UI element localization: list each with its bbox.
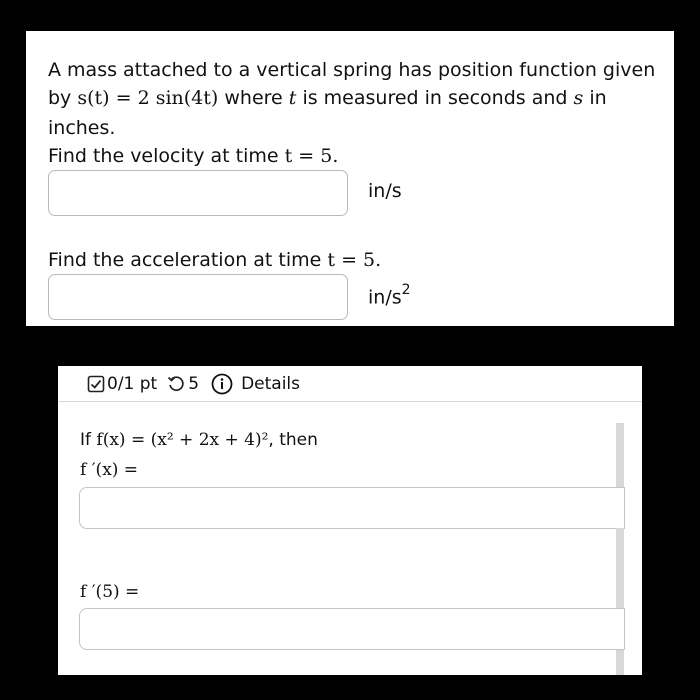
text-span: A mass attached to a vertical spring has position function given (48, 59, 656, 81)
text-span: in (589, 87, 607, 109)
text-span: If (80, 430, 91, 450)
retry-icon[interactable] (157, 375, 185, 393)
text-span: is measured in seconds and (302, 87, 568, 109)
velocity-prompt (48, 142, 338, 170)
position-function: s(t) = 2 sin(4t) (77, 87, 219, 109)
question-panel-spring (26, 31, 674, 326)
text-span: by (48, 87, 72, 109)
question-statement (80, 430, 318, 450)
scroll-track (616, 528, 624, 608)
fprime-5-label: f ′(5) = (80, 582, 140, 602)
scroll-track (616, 650, 624, 675)
question-text-line (48, 114, 115, 142)
fprime-x-input[interactable] (79, 487, 625, 529)
text-span: inches. (48, 117, 116, 139)
info-icon[interactable] (199, 373, 233, 395)
text-span: , then (268, 430, 318, 450)
function-definition: f(x) = (x² + 2x + 4)² (96, 430, 269, 450)
unit-base: in/s (368, 286, 402, 309)
scroll-track (616, 423, 624, 487)
details-link[interactable]: Details (241, 373, 300, 394)
time-equation: t = 5. (284, 145, 339, 167)
question-text-line (48, 84, 607, 112)
velocity-unit: in/s (368, 180, 402, 202)
text-span: Find the acceleration at time (48, 249, 322, 271)
time-equation: t = 5. (327, 249, 382, 271)
fprime-x-label: f ′(x) = (80, 460, 139, 480)
velocity-input[interactable] (48, 170, 348, 216)
checkbox-icon (58, 375, 105, 393)
question-panel-derivative (58, 366, 642, 675)
variable-t: t (288, 87, 297, 109)
text-span: where (224, 87, 283, 109)
acceleration-input[interactable] (48, 274, 348, 320)
points-label: 0/1 pt (107, 373, 158, 394)
variable-s: s (573, 87, 584, 109)
fprime-5-input[interactable] (79, 608, 625, 650)
acceleration-prompt (48, 246, 381, 274)
attempts-count: 5 (188, 373, 200, 394)
question-text-line (48, 56, 655, 84)
question-header (58, 366, 642, 402)
acceleration-unit (368, 284, 411, 308)
text-span: Find the velocity at time (48, 145, 279, 167)
unit-exponent: 2 (401, 282, 411, 298)
